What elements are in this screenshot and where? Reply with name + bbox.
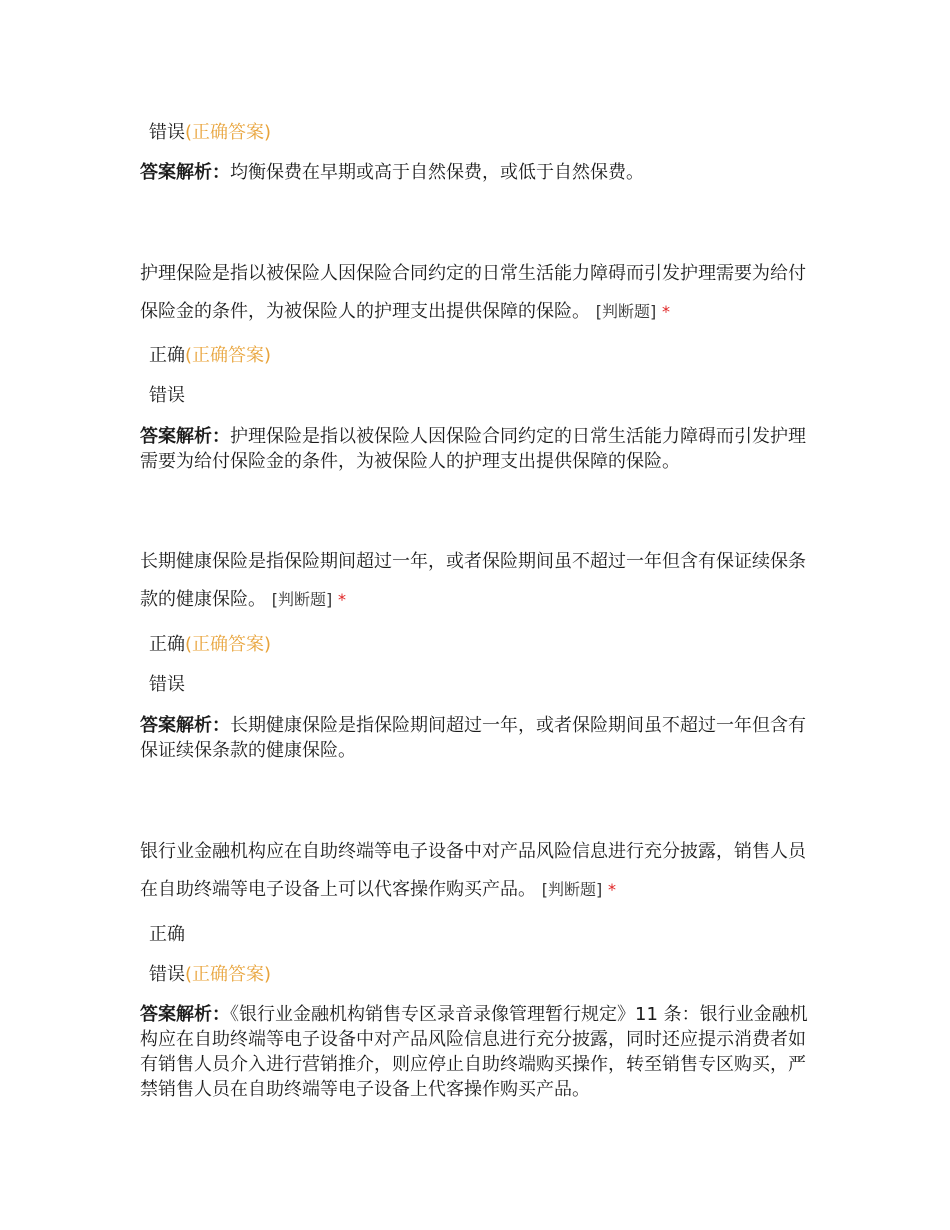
analysis-text: 长期健康保险是指保险期间超过一年，或者保险期间虽不超过一年但含有保证续保条款的健康保险。 [140, 715, 806, 761]
answer-analysis [140, 160, 812, 185]
analysis-text: 均衡保费在早期或高于自然保费，或低于自然保费。 [230, 162, 644, 183]
correct-answer-tag: (正确答案) [185, 964, 272, 985]
option-label: 错误 [149, 122, 185, 143]
analysis-text: 《银行业金融机构销售专区录音录像管理暂行规定》11 条：银行业金融机构应在自助终端等电子设备中对产品风险信息进行充分披露，同时还应提示消费者如有销售人员介入进行营销推介，则应停止自助终端购买操作，转至销售专区购买，严禁销售人员在自助终端等电子设备上代客操作购买产品。 [140, 1004, 808, 1100]
option-false[interactable] [149, 963, 271, 987]
question-text [140, 833, 812, 909]
question-body: 银行业金融机构应在自助终端等电子设备中对产品风险信息进行充分披露，销售人员在自助终端等电子设备上可以代客操作购买产品。 [140, 841, 806, 900]
option-false[interactable] [149, 384, 185, 408]
option-true[interactable] [149, 633, 271, 657]
option-true[interactable] [149, 923, 185, 947]
analysis-label: 答案解析： [140, 426, 230, 447]
answer-analysis [140, 713, 812, 763]
answer-analysis [140, 1002, 812, 1102]
analysis-text: 护理保险是指以被保险人因保险合同约定的日常生活能力障碍而引发护理需要为给付保险金的条件，为被保险人的护理支出提供保障的保险。 [140, 426, 806, 472]
option-label: 正确 [149, 924, 185, 945]
question-text [140, 543, 812, 619]
correct-answer-tag: (正确答案) [185, 345, 272, 366]
correct-answer-tag: (正确答案) [185, 634, 272, 655]
option-label: 错误 [149, 385, 185, 406]
question-type: [判断题] [595, 302, 657, 321]
required-mark: * [337, 590, 346, 609]
analysis-label: 答案解析： [140, 1004, 230, 1025]
option-label: 正确 [149, 345, 185, 366]
option-true[interactable] [149, 344, 271, 368]
question-type: [判断题] [271, 590, 333, 609]
analysis-label: 答案解析： [140, 715, 230, 736]
question-body: 长期健康保险是指保险期间超过一年，或者保险期间虽不超过一年但含有保证续保条款的健康保险。 [140, 551, 806, 610]
option-label: 错误 [149, 964, 185, 985]
analysis-label: 答案解析： [140, 162, 230, 183]
option-label: 错误 [149, 674, 185, 695]
required-mark: * [607, 880, 616, 899]
option-label: 正确 [149, 634, 185, 655]
required-mark: * [661, 302, 670, 321]
option-false[interactable] [149, 673, 185, 697]
answer-analysis [140, 424, 812, 474]
correct-answer-tag: (正确答案) [185, 122, 272, 143]
question-type: [判断题] [541, 880, 603, 899]
question-text [140, 255, 812, 331]
option-false[interactable] [149, 121, 271, 145]
question-body: 护理保险是指以被保险人因保险合同约定的日常生活能力障碍而引发护理需要为给付保险金的条件，为被保险人的护理支出提供保障的保险。 [140, 263, 806, 322]
